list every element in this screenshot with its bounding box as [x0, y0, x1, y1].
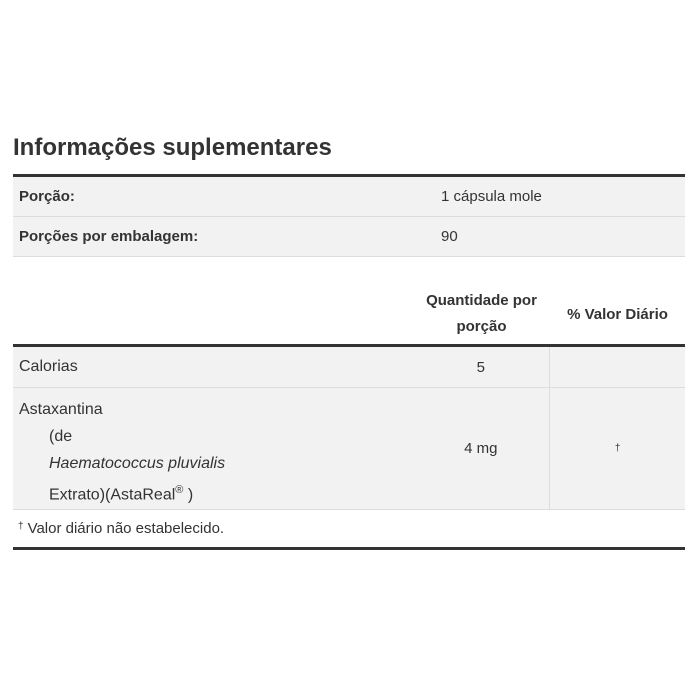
servings-per-container-value: 90	[441, 228, 458, 245]
table-row	[13, 388, 685, 510]
source-close: )	[183, 486, 194, 504]
footnote-text: Valor diário não estabelecido.	[27, 520, 225, 537]
nutrient-cell-astaxanthin	[13, 388, 412, 509]
servings-per-container-row	[13, 217, 685, 257]
nutrient-name-calories: Calorias	[19, 358, 78, 375]
dagger-symbol: †	[18, 521, 24, 532]
amount-per-serving-header	[413, 288, 550, 340]
nutrient-amount-astaxanthin: 4 mg	[464, 440, 498, 457]
serving-size-label: Porção:	[19, 188, 75, 205]
amount-header-line2: porção	[456, 318, 507, 335]
servings-per-container-label: Porções por embalagem:	[19, 228, 199, 245]
source-extract-text: Extrato)(AstaReal	[49, 486, 176, 504]
nutrient-dv-astaxanthin: †	[549, 388, 685, 509]
serving-size-row	[13, 177, 685, 217]
page-title: Informações suplementares	[13, 134, 332, 161]
source-line-1: (de	[49, 428, 73, 445]
nutrient-dv-calories	[549, 347, 685, 387]
table-row	[13, 347, 685, 388]
source-line-3	[19, 477, 412, 508]
nutrient-amount-calories: 5	[476, 358, 485, 376]
registered-mark: ®	[175, 484, 184, 496]
nutrient-table	[13, 344, 685, 550]
source-species: Haematococcus pluvialis	[49, 455, 226, 472]
footnote	[13, 510, 685, 547]
serving-info-table	[13, 174, 685, 257]
daily-value-header: % Valor Diário	[567, 305, 668, 323]
nutrient-name-astaxanthin: Astaxantina	[19, 401, 103, 418]
amount-header-line1: Quantidade por	[426, 292, 537, 309]
serving-size-value: 1 cápsula mole	[441, 188, 542, 205]
nutrient-table-header	[13, 285, 685, 343]
